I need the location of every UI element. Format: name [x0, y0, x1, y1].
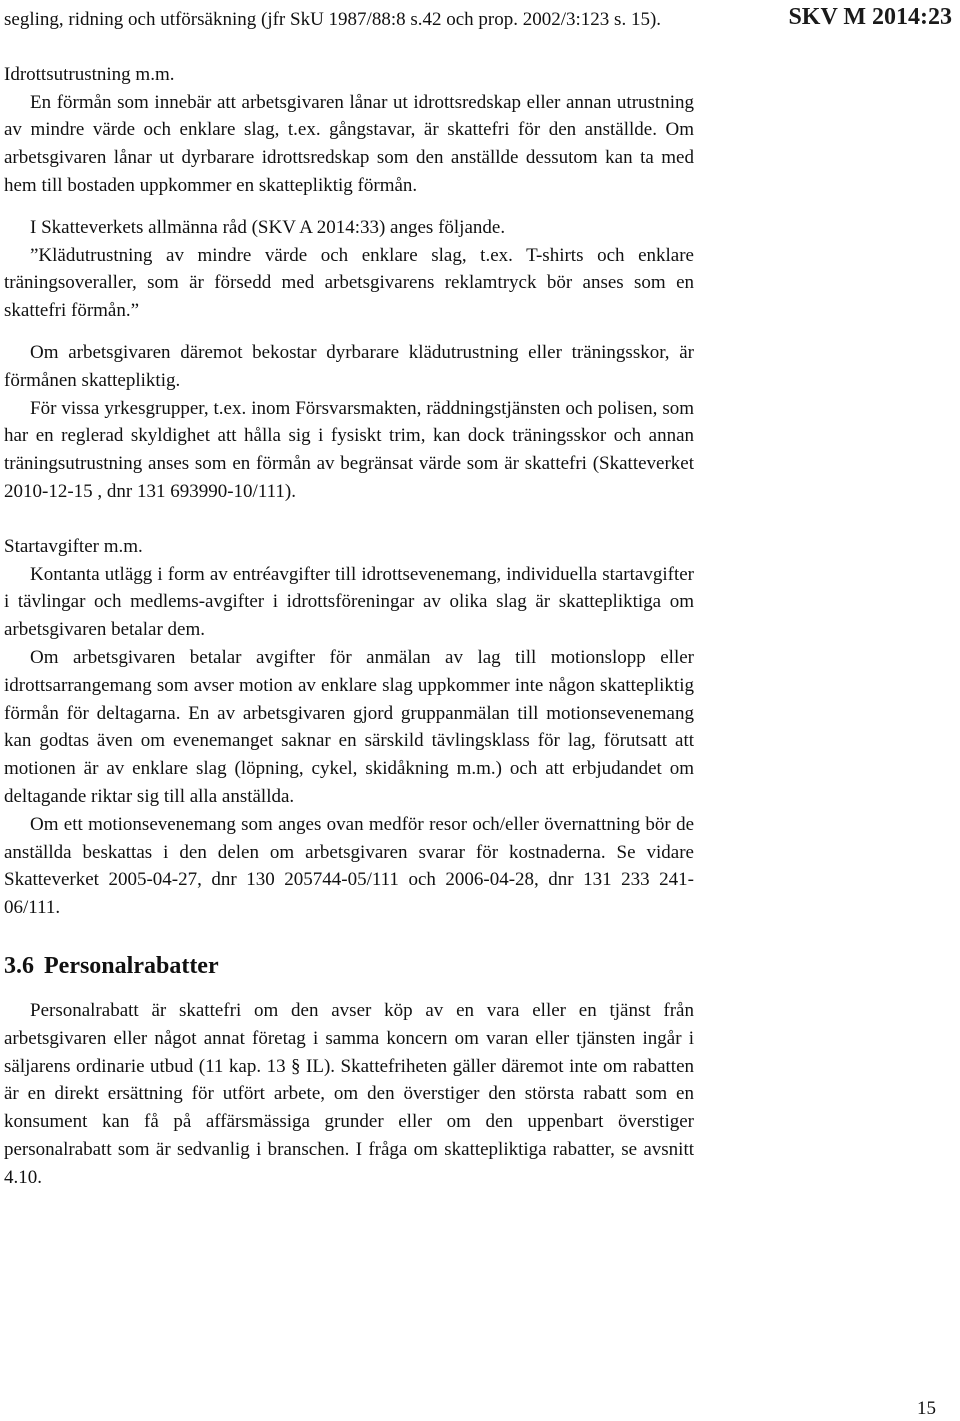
paragraph-gap: [4, 200, 694, 214]
paragraph-gap: [4, 34, 694, 61]
paragraph: Idrottsutrustning m.m.: [4, 63, 175, 85]
paragraph: segling, ridning och utförsäkning (jfr SkU 1987/88:8 s.42 och prop. 2002/3:123 s. 15).: [4, 9, 662, 30]
body-text: [4, 6, 694, 1191]
document-identifier: SKV M 2014:23: [788, 4, 952, 30]
section-heading: [4, 949, 694, 983]
paragraph-gap: [4, 506, 694, 533]
page-number: 15: [917, 1398, 936, 1419]
section-title: Personalrabatter: [44, 952, 219, 979]
paragraph: Personalrabatt är skattefri om den avser köp av en vara eller en tjänst från arbetsgivaren eller något annat företag i samma koncern om varan eller tjänsten ingår i säljarens ordinarie utbud (11 kap. 13 § IL). Skattefriheten gäller däremot inte om rabatten är en direkt ersättning för utfört arbete, om den överstiger den största rabatt som en konsument kan få på affärsmässiga grunder eller om den uppenbart överstiger personalrabatt som är sedvanlig i branschen. I fråga om skattepliktiga rabatter, se avsnitt 4.10.: [4, 999, 694, 1188]
paragraph: Om ett motionsevenemang som anges ovan medför resor och/eller övernattning bör de anställda beskattas i den delen om arbetsgivaren svarar för kostnaderna. Se vidare Skatteverket 2005-04-27, dnr 130 205744-05/111 och 2006-04-28, dnr 131 233 241-06/111.: [4, 813, 694, 919]
section-number: 3.6: [4, 952, 34, 979]
paragraph: Startavgifter m.m.: [4, 535, 143, 557]
paragraph: Om arbetsgivaren betalar avgifter för anmälan av lag till motionslopp eller idrottsarrangemang som avser motion av enklare slag uppkommer inte någon skattepliktig förmån för deltagarna. En av arbetsgivaren gjord gruppanmälan till motionsevenemang kan godtas även om evenemanget saknar en särskild tävlingsklass för lag, förutsatt att motionen är av enklare slag (löpning, cykel, skidåkning m.m.) och att erbjudandet om deltagande riktar sig till alla anställda.: [4, 646, 694, 807]
paragraph: ”Klädutrustning av mindre värde och enklare slag, t.ex. T-shirts och enklare träningsoveraller, som är försedd med arbetsgivarens reklamtryck bör anses som en skattefri förmån.”: [4, 244, 694, 322]
paragraph-gap: [4, 983, 694, 997]
paragraph-gap: [4, 922, 694, 949]
paragraph: Kontanta utlägg i form av entréavgifter till idrottsevenemang, individuella startavgifter i tävlingar och medlems-avgifter i idrottsföreningar av olika slag är skattepliktiga om arbetsgivaren betalar dem.: [4, 563, 694, 641]
paragraph: I Skatteverkets allmänna råd (SKV A 2014:33) anges följande.: [30, 216, 506, 238]
paragraph-gap: [4, 325, 694, 339]
paragraph: För vissa yrkesgrupper, t.ex. inom Försvarsmakten, räddningstjänsten och polisen, som har en reglerad skyldighet att hålla sig i fysiskt trim, kan dock träningsskor och annan träningsutrustning anses som en förmån av begränsat värde som är skattefri (Skatteverket 2010-12-15 , dnr 131 693990-10/111).: [4, 397, 694, 502]
paragraph: Om arbetsgivaren däremot bekostar dyrbarare klädutrustning eller träningsskor, är förmånen skattepliktig.: [4, 341, 694, 391]
paragraph: En förmån som innebär att arbetsgivaren lånar ut idrottsredskap eller annan utrustning av mindre värde och enklare slag, t.ex. gångstavar, är skattefri för den anställde. Om arbetsgivaren lånar ut dyrbarare idrottsredskap som den anställde dessutom kan ta med hem till bostaden uppkommer en skattepliktig förmån.: [4, 91, 694, 196]
